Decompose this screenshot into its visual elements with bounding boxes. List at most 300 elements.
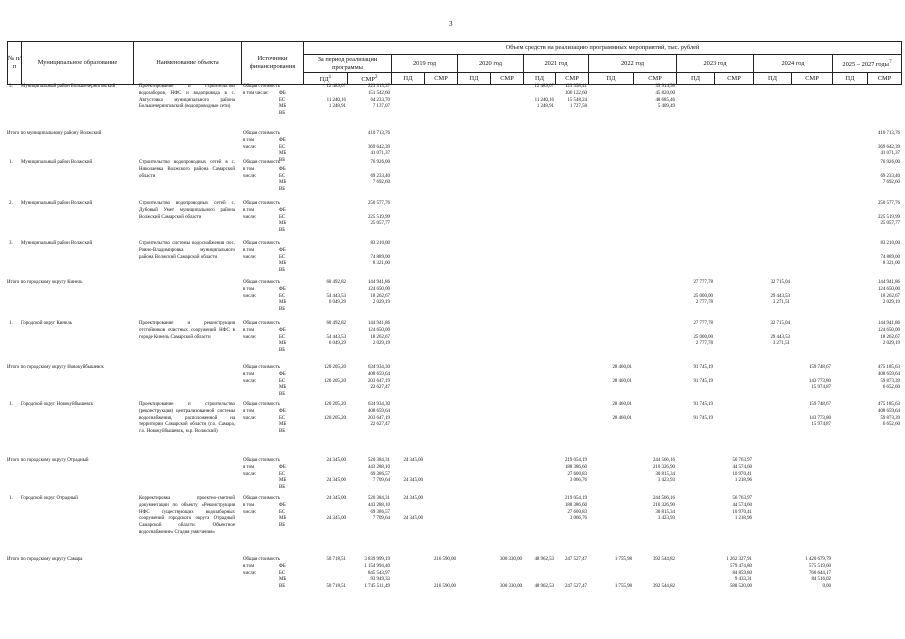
value-cell [832,187,866,194]
value-cell: 50 718,51 [326,584,346,590]
financing-source-codes [279,321,299,355]
financing-source-label [243,104,281,111]
value-cell [555,307,587,314]
value-cell [633,287,675,294]
value-cell [753,485,790,492]
value-column [791,84,831,118]
value-cell [523,300,554,307]
value-cell [588,294,632,301]
value-cell [523,91,554,98]
value-cell [391,523,423,530]
value-cell [588,564,632,571]
value-cell [753,98,790,105]
value-cell [791,300,831,307]
financing-source-label: Общая стоимость [243,402,280,407]
value-column [555,160,587,194]
header-smr: СМР [868,73,902,85]
value-cell: 3 423,93 [657,516,675,522]
value-cell [676,174,713,181]
value-cell [523,348,554,355]
value-cell: 83 210,00 [880,241,900,246]
value-cell [424,208,456,215]
header-smr-total: СМР$^2$ [348,73,392,85]
value-cell [633,409,675,416]
value-cell [633,145,675,152]
value-cell [714,91,752,98]
value-column [588,241,632,275]
value-cell [457,385,489,392]
financing-source-label [243,422,281,429]
value-cell [588,321,632,328]
value-cell [867,584,900,591]
financing-source-label [243,268,281,275]
value-cell [832,145,866,152]
value-cell [753,379,790,386]
value-cell [714,365,752,372]
value-cell [676,392,713,399]
value-cell [633,215,675,222]
header-smr: СМР [634,73,677,85]
value-cell [676,571,713,578]
value-cell [457,151,489,158]
value-cell [391,409,423,416]
financing-source-label [243,577,281,584]
value-cell [303,422,346,429]
value-cell: 29 443,53 [770,334,790,340]
value-cell [791,516,831,523]
value-cell [424,465,456,472]
value-cell [303,485,346,492]
value-cell [391,261,423,268]
value-column [832,84,866,118]
row-number: 3. [9,241,13,246]
value-cell: 203 647,19 [367,415,390,421]
value-cell: 3 423,93 [657,478,675,484]
value-cell [391,379,423,386]
financing-source-label [243,523,281,530]
value-cell: 520 384,31 [367,496,390,501]
financing-source-codes [279,557,299,591]
value-cell [523,248,554,255]
municipality-name: Городской округ Кинель [21,321,72,326]
value-cell [457,268,489,275]
value-cell [867,248,900,255]
value-cell [753,104,790,111]
value-cell [457,416,489,423]
value-cell [391,294,423,301]
value-cell [753,248,790,255]
value-cell: 247 527,47 [564,584,587,590]
value-column [391,160,423,194]
value-cell [832,201,866,208]
value-cell [791,261,831,268]
value-cell [303,131,346,138]
value-cell [753,571,790,578]
value-cell [303,503,346,510]
financing-source-code: БС [279,214,286,220]
value-cell [347,248,390,255]
value-cell [633,348,675,355]
value-cell [676,523,713,530]
value-column [523,321,554,355]
value-cell: 69 233,40 [880,173,900,179]
value-cell [791,131,831,138]
value-cell [555,201,587,208]
value-cell [424,577,456,584]
value-cell [303,268,346,275]
value-cell [303,392,346,399]
value-column [832,160,866,194]
value-cell [457,402,489,409]
object-name: Строительство системы водоснабжения пос. Ровно-Владимировка муниципального района Волжский Самарской области [139,241,235,260]
value-column [424,458,456,492]
value-cell: 24 345,00 [326,458,346,463]
value-cell [791,98,831,105]
value-cell [303,201,346,208]
value-cell [391,341,423,348]
value-cell: 60 492,82 [326,280,346,285]
value-cell: 408 659,64 [877,371,900,377]
value-column [490,402,522,436]
value-cell: 151 542,60 [367,90,390,96]
financing-source-label: Общая стоимость [243,160,280,165]
value-column [490,557,522,591]
financing-source-label [243,348,281,355]
value-cell [391,465,423,472]
value-column [832,201,866,235]
value-column [753,365,790,399]
value-cell [633,255,675,262]
table-row [7,365,900,402]
value-cell [457,261,489,268]
value-cell [457,187,489,194]
value-cell [523,321,554,328]
value-cell [633,429,675,436]
value-cell [490,516,522,523]
value-cell: 408 659,64 [367,408,390,414]
value-cell [523,261,554,268]
financing-source-label: Общая стоимость [243,280,280,285]
value-cell [555,328,587,335]
value-cell [555,571,587,578]
value-cell [588,84,632,91]
value-cell: 32 715,04 [770,321,790,326]
value-column [303,241,346,275]
financing-source-code: БС [279,173,286,179]
value-cell [391,241,423,248]
header-smr: СМР [491,73,524,85]
financing-source-labels [243,402,281,436]
financing-source-code: ВБ [279,523,286,529]
value-cell: 48 962,53 [534,584,554,590]
value-column [347,201,390,235]
value-cell [555,280,587,287]
value-cell: 247 527,47 [564,557,587,562]
value-cell [832,335,866,342]
value-cell [588,472,632,479]
value-cell [303,261,346,268]
value-cell [633,300,675,307]
value-cell [391,201,423,208]
value-cell [391,91,423,98]
value-column [588,201,632,235]
value-cell [391,503,423,510]
value-column [424,241,456,275]
value-cell [867,516,900,523]
value-cell [633,201,675,208]
value-cell [676,84,713,91]
value-column [457,241,489,275]
object-name: Строительство водопроводных сетей в с. Николаевка Волжского района Самарской области [139,160,235,179]
value-cell [490,503,522,510]
header-volume: Объем средств на реализацию программных мероприятий, тыс. рублей [304,42,902,55]
value-cell [832,98,866,105]
value-cell [753,160,790,167]
value-column [424,402,456,436]
value-cell [490,160,522,167]
value-cell [791,228,831,235]
value-cell [424,180,456,187]
value-cell [457,221,489,228]
value-cell [753,577,790,584]
header-year-2020: 2020 год [458,55,524,73]
value-cell: 39 914,56 [655,84,675,89]
value-cell [753,584,790,591]
value-column [391,365,423,399]
value-cell [391,372,423,379]
value-column [867,321,900,355]
financing-source-codes [279,201,299,235]
value-cell [490,280,522,287]
value-cell [633,365,675,372]
value-cell [633,341,675,348]
value-cell [714,145,752,152]
value-cell [457,84,489,91]
value-cell: 410 713,76 [367,131,390,136]
header-no: № п/п [8,42,22,85]
value-column [588,557,632,591]
value-cell [424,215,456,222]
value-cell [391,307,423,314]
value-column [753,321,790,355]
value-cell [391,385,423,392]
value-cell [424,422,456,429]
value-cell [588,422,632,429]
value-cell [391,557,423,564]
value-cell [867,307,900,314]
value-cell [832,255,866,262]
value-cell: 30 815,34 [655,471,675,477]
value-cell: 392 544,82 [652,557,675,562]
financing-source-labels [243,496,281,530]
value-cell [457,321,489,328]
value-cell [832,287,866,294]
value-cell [791,241,831,248]
value-cell: 216 590,00 [433,557,456,562]
financing-source-label: числе: [243,144,257,150]
value-cell [791,307,831,314]
value-cell [753,365,790,372]
value-cell [347,138,390,145]
value-cell [714,111,752,118]
value-cell: 7 692,60 [372,180,390,186]
value-cell [391,422,423,429]
value-column [555,280,587,314]
value-cell [424,91,456,98]
value-cell [791,335,831,342]
value-column [303,201,346,235]
value-cell [303,409,346,416]
value-cell: 188 386,60 [564,464,587,470]
value-cell [457,584,489,591]
value-cell [523,429,554,436]
value-cell: 6 652,60 [882,422,900,428]
value-cell [753,503,790,510]
value-cell [633,208,675,215]
value-cell: 91 745,19 [693,378,713,384]
value-cell: 225 519,99 [877,214,900,220]
value-column [303,365,346,399]
financing-source-code [279,131,299,138]
header-year-2024: 2024 год [754,55,833,73]
financing-source-labels [243,84,281,118]
value-cell [490,465,522,472]
value-cell [523,409,554,416]
value-cell [490,167,522,174]
value-column [676,321,713,355]
value-cell [555,365,587,372]
value-column [347,241,390,275]
value-cell [633,228,675,235]
value-cell: 210 326,90 [652,502,675,508]
value-cell [424,261,456,268]
value-cell [753,151,790,158]
value-cell [424,571,456,578]
value-cell: 24 345,00 [403,458,423,463]
value-cell [714,187,752,194]
financing-source-code [279,321,299,328]
value-column [676,201,713,235]
value-column [714,201,752,235]
value-cell [523,465,554,472]
value-column [588,458,632,492]
value-cell [523,328,554,335]
municipality-name: Городской округ Новокуйбышевск [21,402,94,407]
value-cell: 15 974,87 [811,422,831,428]
value-cell: 579 474,80 [729,563,752,569]
value-cell [424,503,456,510]
value-column [588,84,632,118]
value-cell: 18 262,67 [880,293,900,299]
value-cell [832,241,866,248]
value-cell: 219 054,19 [564,458,587,463]
value-cell: 27 777,78 [693,321,713,326]
value-cell [753,465,790,472]
value-cell: 408 659,64 [877,408,900,414]
value-cell: 48 962,53 [534,557,554,562]
financing-source-code [279,365,299,372]
value-cell [424,98,456,105]
value-cell [867,478,900,485]
value-cell [832,321,866,328]
value-cell [523,268,554,275]
value-cell: 56 763,97 [732,458,752,463]
value-cell: 27 600,83 [567,471,587,477]
financing-source-labels [243,201,281,235]
value-cell [588,111,632,118]
value-column [832,458,866,492]
value-column [391,458,423,492]
value-column [347,496,390,530]
value-cell [555,187,587,194]
value-cell [303,111,346,118]
value-column [676,241,713,275]
value-cell: 123 358,41 [564,84,587,89]
value-cell: 588 520,00 [729,584,752,590]
value-cell [523,385,554,392]
value-cell [753,523,790,530]
value-cell [832,228,866,235]
value-cell: 575 519,60 [808,563,831,569]
value-cell [676,187,713,194]
value-cell [391,180,423,187]
value-column [676,402,713,436]
value-cell: 120 205,20 [323,378,346,384]
value-cell [588,261,632,268]
value-cell: 10 970,41 [732,471,752,477]
value-cell [303,348,346,355]
value-cell: 144 941,86 [877,280,900,285]
value-cell [832,208,866,215]
value-cell [791,255,831,262]
financing-source-label [243,98,281,105]
value-column [832,321,866,355]
value-cell [523,221,554,228]
value-cell [753,307,790,314]
value-cell [303,208,346,215]
financing-source-code: ВБ [279,348,286,354]
value-cell [867,523,900,530]
value-cell [832,422,866,429]
value-column [490,280,522,314]
value-column [791,365,831,399]
value-cell [588,335,632,342]
financing-source-code: БС [279,254,286,260]
value-cell [457,138,489,145]
value-cell [588,348,632,355]
value-cell [490,328,522,335]
financing-source-code: ВБ [279,429,286,435]
value-column [714,496,752,530]
value-cell [457,557,489,564]
value-cell [523,145,554,152]
value-cell [676,268,713,275]
value-cell [490,523,522,530]
value-cell [523,516,554,523]
value-cell: 3 271,51 [772,341,790,347]
value-column [347,458,390,492]
financing-source-code: МБ [279,577,287,583]
value-cell: 91 745,19 [693,365,713,370]
table-row [7,321,900,365]
value-cell [714,255,752,262]
value-cell [867,571,900,578]
value-column [588,365,632,399]
value-cell [753,201,790,208]
value-cell [676,496,713,503]
financing-source-code: МБ [279,151,287,157]
value-cell: 69 386,57 [370,471,390,477]
